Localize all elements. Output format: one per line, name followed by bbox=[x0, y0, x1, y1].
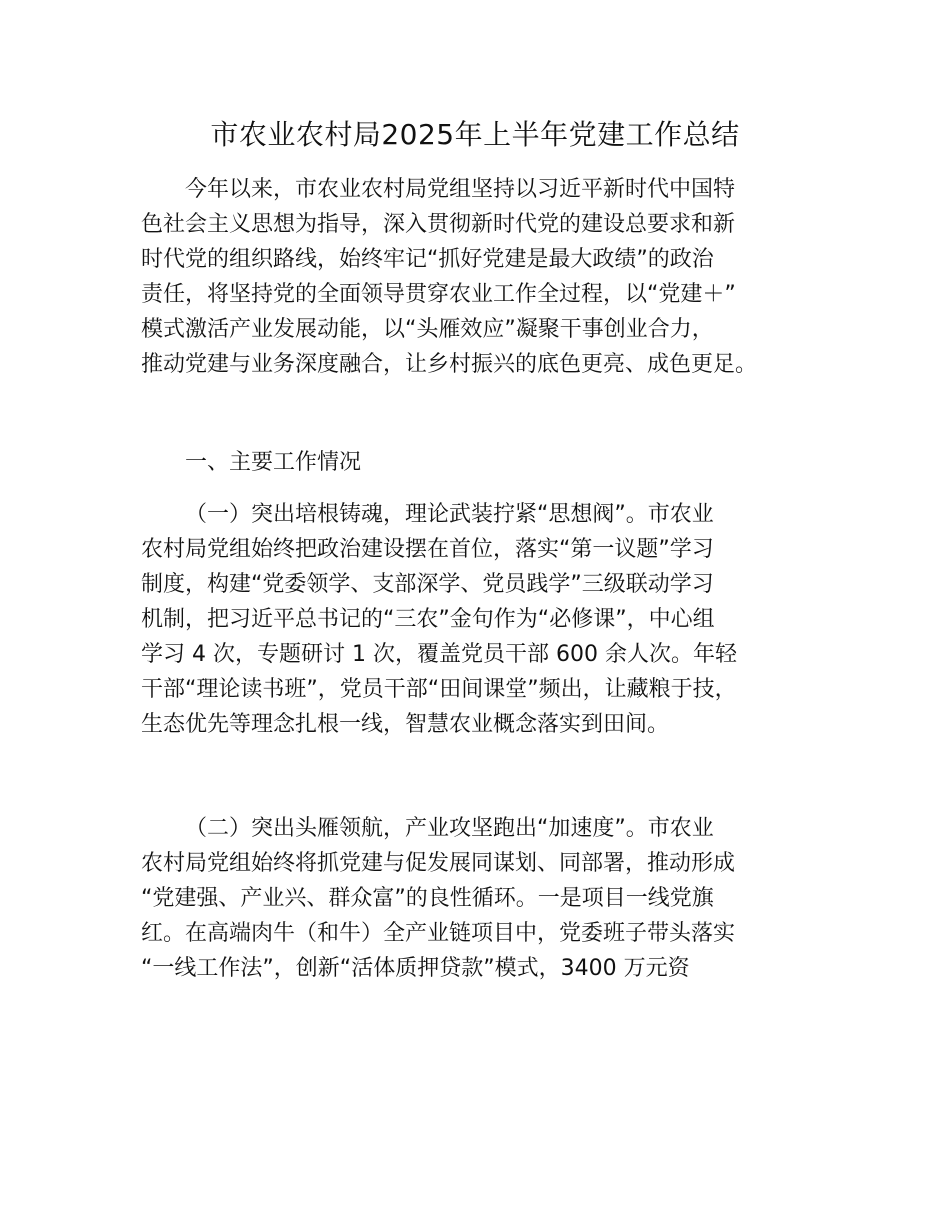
section-1-paragraph bbox=[141, 497, 841, 742]
paragraph-line: （一）突出培根铸魂，理论武装拧紧“思想阀”。市农业 bbox=[185, 502, 714, 527]
paragraph-line: 干部“理论读书班”，党员干部“田间课堂”频出，让藏粮于技， bbox=[141, 677, 737, 702]
section-heading bbox=[141, 445, 841, 480]
paragraph-line: 生态优先等理念扎根一线，智慧农业概念落实到田间。 bbox=[141, 712, 670, 737]
section-heading-text: 一、主要工作情况 bbox=[185, 450, 362, 475]
paragraph-line: “党建强、产业兴、群众富”的良性循环。一是项目一线党旗 bbox=[141, 886, 714, 911]
paragraph-line: 责任，将坚持党的全面领导贯穿农业工作全过程，以“党建＋” bbox=[141, 282, 736, 307]
paragraph-line: 制度，构建“党委领学、支部深学、党员践学”三级联动学习 bbox=[141, 572, 714, 597]
document-title: 市农业农村局2025年上半年党建工作总结 bbox=[210, 118, 740, 151]
intro-paragraph bbox=[141, 172, 841, 382]
paragraph-line: 农村局党组始终将抓党建与促发展同谋划、同部署，推动形成 bbox=[141, 851, 736, 876]
paragraph-line: “一线工作法”，创新“活体质押贷款”模式，3400 万元资 bbox=[141, 956, 690, 981]
paragraph-line: 时代党的组织路线，始终牢记“抓好党建是最大政绩”的政治 bbox=[141, 247, 714, 272]
paragraph-line: 机制，把习近平总书记的“三农”金句作为“必修课”，中心组 bbox=[141, 607, 715, 632]
paragraph-line: 学习 4 次，专题研讨 1 次，覆盖党员干部 600 余人次。年轻 bbox=[141, 642, 737, 667]
paragraph-line: 色社会主义思想为指导，深入贯彻新时代党的建设总要求和新 bbox=[141, 212, 736, 237]
paragraph-line: 红。在高端肉牛（和牛）全产业链项目中，党委班子带头落实 bbox=[141, 921, 736, 946]
paragraph-line: 农村局党组始终把政治建设摆在首位，落实“第一议题”学习 bbox=[141, 537, 714, 562]
paragraph-line: （二）突出头雁领航，产业攻坚跑出“加速度”。市农业 bbox=[185, 816, 714, 841]
paragraph-line: 推动党建与业务深度融合，让乡村振兴的底色更亮、成色更足。 bbox=[141, 352, 758, 377]
section-2-paragraph bbox=[141, 811, 841, 986]
paragraph-line: 模式激活产业发展动能，以“头雁效应”凝聚干事创业合力， bbox=[141, 317, 714, 342]
paragraph-line: 今年以来，市农业农村局党组坚持以习近平新时代中国特 bbox=[185, 177, 736, 202]
